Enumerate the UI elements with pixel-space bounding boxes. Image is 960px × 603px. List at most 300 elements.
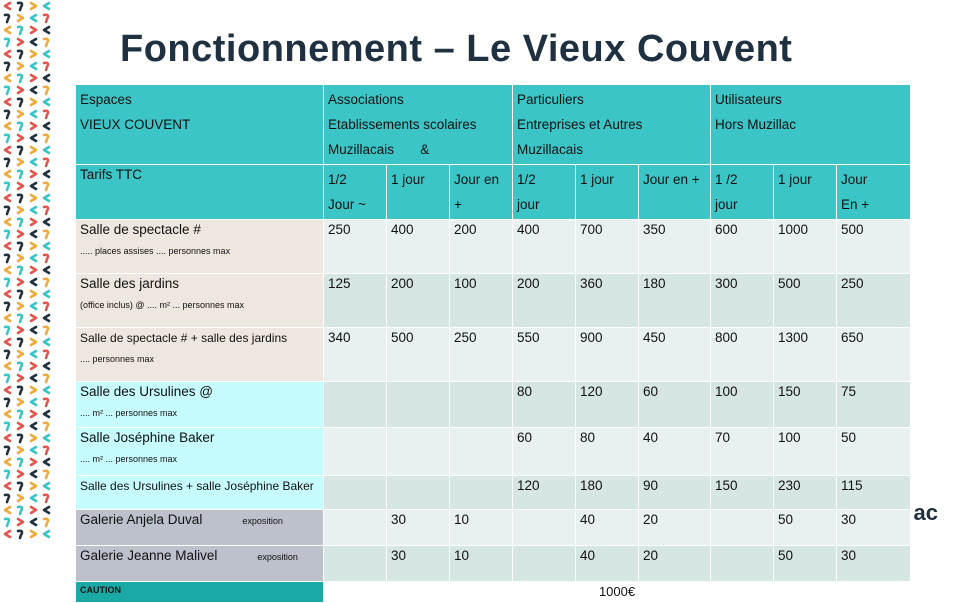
price-cell [324, 476, 387, 510]
price-cell: 250 [324, 220, 387, 274]
chevron-shape [5, 111, 9, 118]
price-cell: 230 [774, 476, 837, 510]
chevron-shape [44, 387, 49, 393]
chevron-shape [5, 471, 9, 478]
space-name-cell [76, 510, 324, 546]
subheader-cell [450, 165, 513, 220]
chevron-shape [18, 495, 23, 501]
chevron-shape [44, 219, 49, 225]
subheader-cell [576, 165, 639, 220]
chevron-shape [31, 243, 36, 249]
subheader-line: 1 jour [391, 172, 425, 187]
chevron-shape [5, 399, 9, 406]
chevron-shape [18, 291, 22, 298]
chevron-shape [18, 147, 22, 154]
chevron-shape [44, 291, 49, 297]
subheader-cell [711, 165, 774, 220]
chevron-shape [31, 135, 36, 141]
price-cell [324, 428, 387, 476]
chevron-shape [18, 183, 23, 189]
space-note: exposition [242, 516, 283, 526]
chevron-shape [31, 507, 36, 513]
chevron-shape [5, 315, 10, 321]
space-note: .... m² ... personnes max [80, 408, 178, 419]
chevron-shape [5, 339, 10, 345]
price-cell [450, 428, 513, 476]
chevron-shape [31, 303, 36, 309]
chevron-shape [5, 435, 10, 441]
chevron-shape [5, 27, 10, 33]
price-cell: 30 [387, 546, 450, 582]
chevron-shape [44, 87, 48, 94]
chevron-shape [31, 483, 36, 489]
chevron-shape [44, 267, 49, 273]
price-cell: 350 [639, 220, 711, 274]
header-espaces [76, 85, 324, 165]
chevron-shape [5, 15, 9, 22]
chevron-shape [5, 291, 10, 297]
chevron-shape [5, 279, 9, 286]
chevron-shape [18, 171, 22, 178]
price-cell [324, 546, 387, 582]
chevron-shape [18, 387, 22, 394]
price-cell [513, 546, 576, 582]
chevron-shape [44, 399, 48, 406]
subheader-line: Jour en + [643, 172, 700, 187]
chevron-shape [44, 303, 48, 310]
chevron-shape [44, 231, 48, 238]
chevron-shape [18, 15, 23, 21]
caution-value: 1000€ [324, 582, 911, 603]
price-cell: 360 [576, 274, 639, 328]
price-cell: 340 [324, 328, 387, 382]
header-espaces-line1: Espaces [80, 92, 132, 107]
chevron-shape [31, 279, 36, 285]
subheader-line: 1/2 [517, 172, 536, 187]
space-note: ..... places assises .... personnes max [80, 246, 231, 257]
space-name: Galerie Jeanne Malivel [80, 548, 218, 563]
chevron-shape [44, 159, 48, 166]
chevron-shape [5, 447, 9, 454]
price-cell: 20 [639, 510, 711, 546]
price-cell: 200 [387, 274, 450, 328]
chevron-shape [44, 147, 49, 153]
chevron-shape [18, 123, 22, 130]
chevron-shape [18, 111, 23, 117]
chevron-shape [5, 51, 10, 57]
chevron-shape [5, 459, 10, 465]
chevron-shape [18, 531, 22, 538]
chevron-shape [18, 471, 23, 477]
chevron-shape [18, 51, 22, 58]
chevron-shape [5, 231, 9, 238]
header-row-groups [76, 85, 911, 165]
group2-line3: Muzillacais [517, 142, 584, 157]
chevron-shape [18, 423, 23, 429]
chevron-shape [5, 207, 9, 214]
chevron-shape [44, 375, 48, 382]
group3-line2: Hors Muzillac [715, 117, 797, 132]
chevron-shape [18, 99, 22, 106]
chevron-shape [44, 483, 49, 489]
table-row [76, 546, 911, 582]
price-cell [450, 476, 513, 510]
header-group-associations [324, 85, 513, 165]
chevron-shape [31, 435, 36, 441]
price-cell: 80 [513, 382, 576, 428]
chevron-shape [5, 531, 10, 537]
chevron-shape [5, 99, 10, 105]
price-cell: 10 [450, 546, 513, 582]
chevron-shape [5, 375, 9, 382]
space-name-cell [76, 220, 324, 274]
chevron-shape [44, 39, 48, 46]
chevron-shape [44, 279, 48, 286]
chevron-shape [44, 423, 48, 430]
price-cell: 80 [576, 428, 639, 476]
chevron-shape [18, 63, 23, 69]
chevron-shape [31, 159, 36, 165]
chevron-shape [18, 267, 22, 274]
group3-line1: Utilisateurs [715, 92, 782, 107]
subheader-cell [324, 165, 387, 220]
price-cell [387, 382, 450, 428]
price-cell: 30 [837, 546, 911, 582]
price-cell: 40 [576, 546, 639, 582]
chevron-shape [44, 339, 49, 345]
table-row [76, 476, 911, 510]
chevron-shape [44, 471, 48, 478]
price-cell: 550 [513, 328, 576, 382]
chevron-shape [18, 519, 23, 525]
subheader-line: 1 jour [580, 172, 614, 187]
chevron-shape [44, 111, 48, 118]
decorative-pattern [0, 0, 60, 540]
chevron-shape [31, 255, 36, 261]
subheader-cell [387, 165, 450, 220]
chevron-shape [18, 243, 22, 250]
price-cell: 400 [387, 220, 450, 274]
price-cell: 60 [513, 428, 576, 476]
chevron-shape [31, 195, 36, 201]
group1-line1: Associations [328, 92, 404, 107]
chevron-shape [31, 339, 36, 345]
price-cell [387, 428, 450, 476]
space-note: (office inclus) @ .... m² ... personnes max [80, 300, 245, 311]
subheader-line: Jour en [454, 172, 500, 187]
price-cell: 70 [711, 428, 774, 476]
space-name: Salle des Ursulines + salle Joséphine Baker [80, 479, 314, 493]
chevron-shape [5, 123, 10, 129]
price-cell: 30 [387, 510, 450, 546]
chevron-shape [18, 351, 23, 357]
chevron-shape [5, 411, 10, 417]
chevron-shape [18, 219, 22, 226]
chevron-shape [31, 183, 36, 189]
chevron-shape [31, 111, 36, 117]
chevron-shape [18, 363, 22, 370]
price-cell: 180 [576, 476, 639, 510]
chevron-shape [31, 291, 36, 297]
chevron-shape [44, 255, 48, 262]
space-name-cell [76, 546, 324, 582]
logo: ac [913, 500, 938, 525]
chevron-shape [18, 327, 23, 333]
price-cell [711, 510, 774, 546]
chevron-shape [5, 495, 9, 502]
price-cell: 1000 [774, 220, 837, 274]
price-cell: 75 [837, 382, 911, 428]
page-title: Fonctionnement – Le Vieux Couvent [120, 28, 793, 70]
chevron-shape [5, 159, 9, 166]
chevron-shape [5, 423, 9, 430]
chevron-shape [44, 495, 48, 502]
price-cell: 40 [576, 510, 639, 546]
subheader-cell [837, 165, 911, 220]
chevron-shape [5, 519, 9, 526]
price-cell: 100 [774, 428, 837, 476]
chevron-shape [5, 63, 9, 70]
chevron-shape [31, 15, 36, 21]
price-cell: 50 [774, 546, 837, 582]
price-cell: 500 [837, 220, 911, 274]
chevron-shape [5, 87, 9, 94]
chevron-shape [31, 387, 36, 393]
header-group-hors-muzillac [711, 85, 911, 165]
chevron-shape [31, 375, 36, 381]
chevron-shape [5, 3, 10, 9]
chevron-shape [31, 411, 36, 417]
pricing-table [75, 84, 911, 603]
chevron-shape [18, 435, 22, 442]
space-name-cell [76, 382, 324, 428]
price-cell: 500 [387, 328, 450, 382]
header-row-tarifs [76, 165, 911, 220]
price-cell: 400 [513, 220, 576, 274]
space-name-cell [76, 428, 324, 476]
price-cell: 10 [450, 510, 513, 546]
chevron-shape [5, 267, 10, 273]
price-cell [711, 546, 774, 582]
price-cell [324, 510, 387, 546]
price-cell: 30 [837, 510, 911, 546]
subheader-line: 1/2 [328, 172, 347, 187]
chevron-shape [31, 423, 36, 429]
price-cell: 650 [837, 328, 911, 382]
price-cell: 450 [639, 328, 711, 382]
table-row [76, 274, 911, 328]
price-cell: 40 [639, 428, 711, 476]
chevron-shape [18, 279, 23, 285]
subheader-line: Jour [841, 172, 868, 187]
group2-line2: Entreprises et Autres [517, 117, 643, 132]
price-cell: 150 [711, 476, 774, 510]
chevron-shape [44, 75, 49, 81]
table-row [76, 328, 911, 382]
chevron-shape [31, 327, 36, 333]
price-cell [450, 382, 513, 428]
price-cell: 1300 [774, 328, 837, 382]
price-cell: 250 [837, 274, 911, 328]
chevron-shape [44, 315, 49, 321]
chevron-shape [44, 363, 49, 369]
subheader-line: 1 /2 [715, 172, 738, 187]
space-name-cell [76, 328, 324, 382]
space-name-cell [76, 274, 324, 328]
chevron-shape [18, 39, 23, 45]
subheader-line: 1 jour [778, 172, 812, 187]
chevron-shape [31, 471, 36, 477]
chevron-shape [44, 519, 48, 526]
subheader-cell [639, 165, 711, 220]
chevron-shape [5, 303, 9, 310]
subheader-line: + [454, 197, 462, 212]
chevron-shape [5, 147, 10, 153]
chevron-shape [18, 3, 22, 10]
chevron-shape [5, 363, 10, 369]
chevron-shape [5, 243, 10, 249]
chevron-shape [44, 123, 49, 129]
chevron-shape [44, 531, 49, 537]
price-cell: 600 [711, 220, 774, 274]
space-name: Salle des Ursulines @ [80, 384, 214, 399]
chevron-shape [44, 63, 48, 70]
chevron-shape [18, 399, 23, 405]
header-group-particuliers [513, 85, 711, 165]
chevron-shape [5, 39, 9, 46]
chevron-shape [31, 63, 36, 69]
chevron-shape [44, 243, 49, 249]
chevron-shape [31, 27, 36, 33]
chevron-shape [5, 255, 9, 262]
chevron-shape [44, 135, 48, 142]
chevron-shape [18, 87, 23, 93]
price-cell [387, 476, 450, 510]
space-name-cell [76, 476, 324, 510]
chevron-shape [5, 219, 10, 225]
chevron-shape [18, 483, 22, 490]
chevron-shape [18, 27, 22, 34]
chevron-shape [31, 147, 36, 153]
chevron-shape [31, 315, 36, 321]
chevron-shape [31, 3, 36, 9]
chevron-shape [44, 183, 48, 190]
chevron-shape [5, 507, 10, 513]
chevron-shape [5, 183, 9, 190]
chevron-shape [18, 231, 23, 237]
price-cell: 180 [639, 274, 711, 328]
chevron-shape [31, 99, 36, 105]
group2-line1: Particuliers [517, 92, 584, 107]
price-cell: 300 [711, 274, 774, 328]
table-row [76, 220, 911, 274]
price-cell: 800 [711, 328, 774, 382]
header-espaces-line2: VIEUX COUVENT [80, 117, 191, 132]
price-cell [513, 510, 576, 546]
chevron-shape [5, 75, 10, 81]
chevron-shape [31, 87, 36, 93]
table-row [76, 382, 911, 428]
price-cell: 150 [774, 382, 837, 428]
price-cell: 120 [576, 382, 639, 428]
price-cell: 100 [711, 382, 774, 428]
chevron-shape [18, 315, 22, 322]
chevron-shape [44, 327, 48, 334]
chevron-shape [31, 171, 36, 177]
chevron-shape [44, 351, 48, 358]
chevron-shape [18, 207, 23, 213]
caution-row [76, 582, 911, 603]
chevron-shape [18, 447, 23, 453]
chevron-shape [18, 459, 22, 466]
chevron-shape [31, 531, 36, 537]
chevron-shape [31, 51, 36, 57]
chevron-shape [31, 519, 36, 525]
chevron-shape [44, 459, 49, 465]
price-cell: 900 [576, 328, 639, 382]
chevron-shape [44, 99, 49, 105]
price-cell: 120 [513, 476, 576, 510]
space-note: exposition [257, 552, 298, 562]
chevron-shape [31, 267, 36, 273]
chevron-shape [18, 339, 22, 346]
chevron-shape [44, 15, 48, 22]
chevron-shape [44, 195, 49, 201]
chevron-shape [44, 3, 49, 9]
space-name: Salle des jardins [80, 276, 180, 291]
table-row [76, 428, 911, 476]
price-cell: 115 [837, 476, 911, 510]
price-cell: 700 [576, 220, 639, 274]
price-cell: 100 [450, 274, 513, 328]
caution-label: CAUTION [76, 582, 324, 603]
subheader-line: Jour ~ [328, 197, 366, 212]
chevron-shape [5, 195, 10, 201]
chevron-shape [18, 375, 23, 381]
chevron-shape [18, 195, 22, 202]
space-name: Salle de spectacle # + salle des jardins [80, 331, 288, 345]
chevron-shape [5, 351, 9, 358]
chevron-shape [44, 171, 49, 177]
chevron-shape [44, 51, 49, 57]
price-cell: 20 [639, 546, 711, 582]
price-cell: 200 [513, 274, 576, 328]
chevron-shape [5, 387, 10, 393]
price-cell: 60 [639, 382, 711, 428]
space-name: Galerie Anjela Duval [80, 512, 203, 527]
chevron-shape [18, 75, 22, 82]
price-cell: 500 [774, 274, 837, 328]
price-cell: 50 [774, 510, 837, 546]
subheader-cell [513, 165, 576, 220]
chevron-shape [31, 351, 36, 357]
header-tarifs [76, 165, 324, 220]
table-row [76, 510, 911, 546]
chevron-shape [5, 171, 10, 177]
subheader-line: jour [517, 197, 540, 212]
chevron-shape [5, 135, 9, 142]
chevron-shape [44, 411, 49, 417]
price-cell: 50 [837, 428, 911, 476]
chevron-shape [18, 159, 23, 165]
chevron-shape [31, 447, 36, 453]
chevron-shape [44, 447, 48, 454]
chevron-shape [18, 507, 22, 514]
space-note: .... m² ... personnes max [80, 454, 178, 465]
space-note: .... personnes max [80, 354, 155, 365]
chevron-shape [31, 219, 36, 225]
price-cell: 90 [639, 476, 711, 510]
